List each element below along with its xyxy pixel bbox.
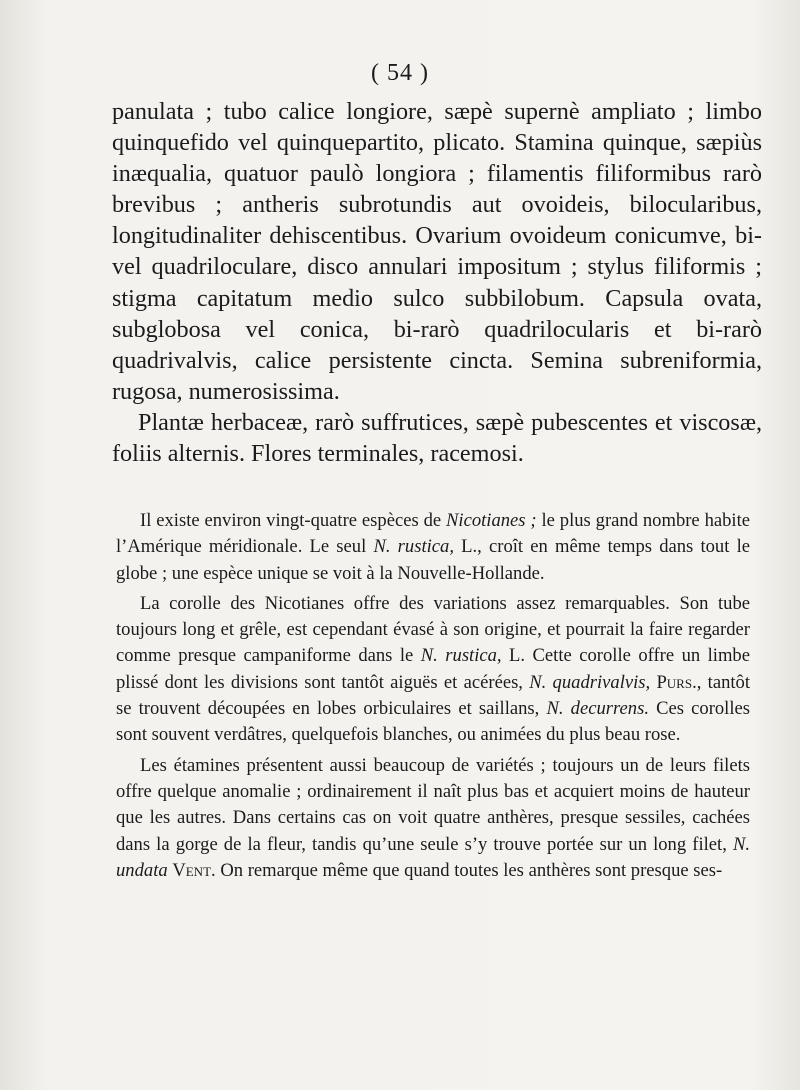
- latin-paragraph: panulata ; tubo calice longiore, sæpè supernè ampliato ; limbo quinquefido vel quinquepartito, plicato. Stamina quinque, sæpiùs inæqualia, quatuor paulò longiora ; filamentis filiformibus rarò brevibus ; antheris subrotundis aut ovoideis, bilocularibus, longitudinaliter dehiscentibus. Ovarium ovoideum conicumve, bi-vel quadriloculare, disco annulari impositum ; stylus filiformis ; stigma capitatum medio sulco subbilobum. Capsula ovata, subglobosa vel conica, bi-rarò quadrilocularis et bi-rarò quadrivalvis, calice persistente cincta. Semina subreniformia, rugosa, numerosissima.: [112, 98, 762, 405]
- text-span: On remarque même que quand toutes les anthères sont presque ses-: [215, 859, 723, 881]
- italic-taxon: N. decurrens.: [546, 698, 649, 720]
- italic-taxon: Nicotianes ;: [446, 510, 537, 531]
- text-span: Les étamines présentent aussi beaucoup de variétés ; toujours un de leurs filets offre quelque anomalie ; ordinairement il naît plus bas et acquiert moins de hauteur que les autres. Dans certains cas on voit quatre anthères, presque sessiles, cachées dans la gorge de la fleur, tandis qu’une seule s’y trouve portée sur un long filet,: [116, 754, 750, 855]
- italic-taxon: N. rustica,: [420, 645, 502, 667]
- text-span: Il existe environ vingt-quatre espèces de: [140, 510, 447, 531]
- text-span: La corolle des Nicotianes offre des variations assez remarquables. Son tube toujours long et grêle, est cependant évasé à son origine, et pourrait la faire regarder comme presque campaniforme dans le: [116, 592, 750, 667]
- latin-paragraph: Plantæ herbaceæ, rarò suffrutices, sæpè pubescentes et viscosæ, foliis alternis. Flores terminales, racemosi.: [112, 408, 762, 468]
- author-abbreviation: Purs.: [656, 671, 697, 693]
- latin-description: [112, 96, 762, 469]
- italic-taxon: N. rustica,: [373, 536, 454, 558]
- page-number: ( 54 ): [371, 60, 429, 86]
- text-span: L., croît en même temps dans tout le globe ; une espèce unique se voit à la Nouvelle-Hollande.: [116, 536, 750, 584]
- italic-taxon: N. quadrivalvis,: [529, 671, 651, 693]
- french-paragraph: [116, 508, 750, 587]
- french-commentary: [116, 508, 750, 888]
- french-paragraph: [116, 753, 750, 884]
- text-span: le plus grand nombre habite l’Amérique méridionale. Le seul: [116, 510, 750, 558]
- french-paragraph: [116, 591, 750, 749]
- text-span: , tantôt se trouvent découpées en lobes orbiculaires et saillans,: [116, 671, 750, 720]
- text-span: L. Cette corolle offre un limbe plissé dont les divisions sont tantôt aiguës et acérées,: [116, 645, 750, 693]
- italic-taxon: N. undata: [116, 833, 750, 881]
- text-span: Ces corolles sont souvent verdâtres, quelquefois blanches, ou animées du plus beau rose.: [116, 698, 751, 746]
- author-abbreviation: Vent.: [172, 859, 216, 881]
